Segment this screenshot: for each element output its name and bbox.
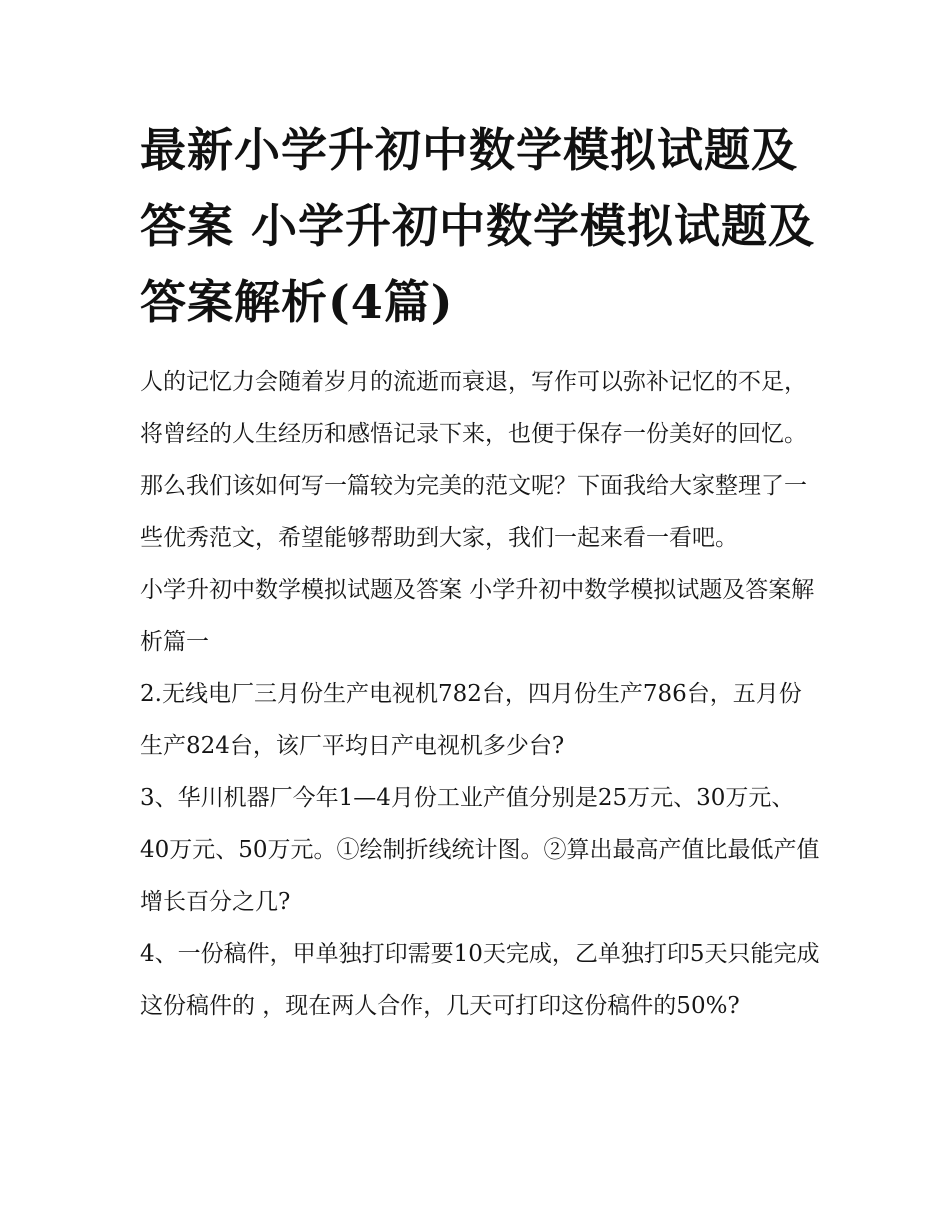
question-3: 3、华川机器厂今年1—4月份工业产值分别是25万元、30万元、40万元、50万元。①绘制折线统计图。②算出最高产值比最低产值增长百分之几? <box>140 785 820 915</box>
question-2: 2.无线电厂三月份生产电视机782台，四月份生产786台，五月份生产824台，该厂平均日产电视机多少台? <box>140 681 802 759</box>
question-4: 4、一份稿件，甲单独打印需要10天完成，乙单独打印5天只能完成这份稿件的 ，现在两人合作，几天可打印这份稿件的50%? <box>140 941 820 1019</box>
document-body <box>140 112 820 1032</box>
section-heading: 小学升初中数学模拟试题及答案 小学升初中数学模拟试题及答案解析篇一 <box>140 577 815 655</box>
document-title: 最新小学升初中数学模拟试题及答案 小学升初中数学模拟试题及答案解析(4篇) <box>140 123 816 329</box>
intro-paragraph: 人的记忆力会随着岁月的流逝而衰退，写作可以弥补记忆的不足，将曾经的人生经历和感悟记录下来，也便于保存一份美好的回忆。那么我们该如何写一篇较为完美的范文呢？下面我给大家整理了一些优秀范文，希望能够帮助到大家，我们一起来看一看吧。 <box>140 369 807 551</box>
